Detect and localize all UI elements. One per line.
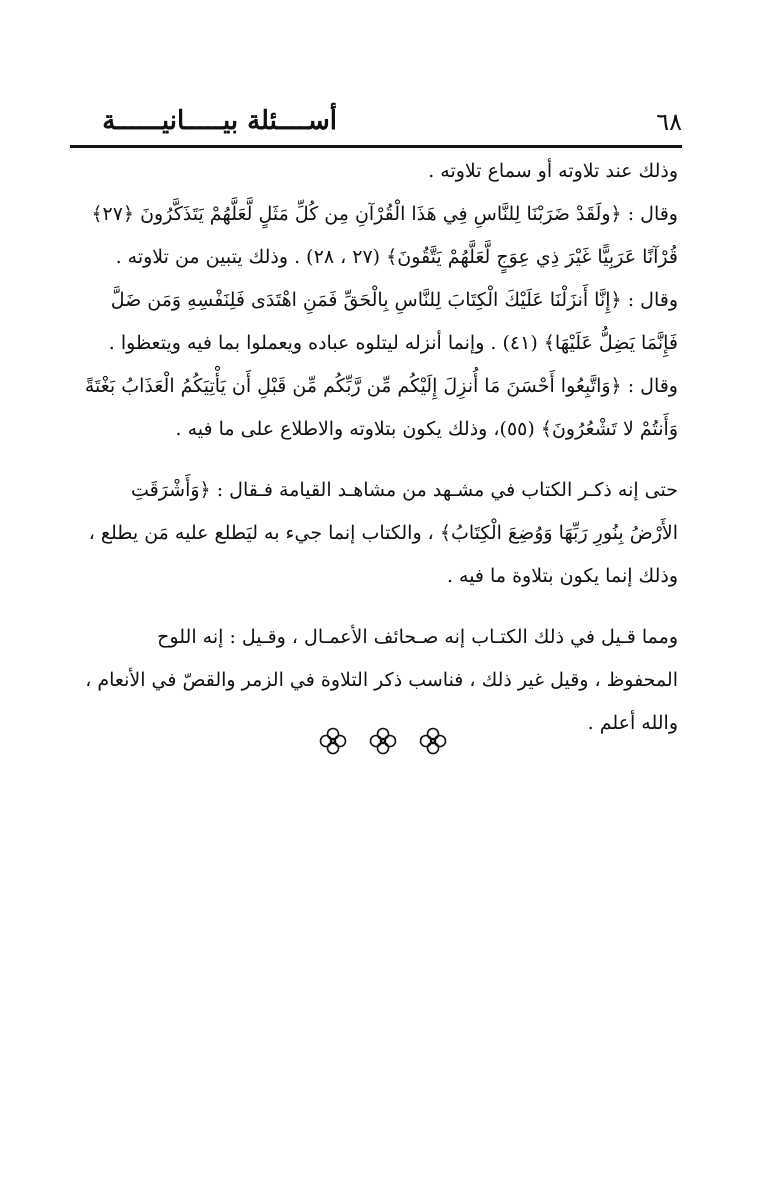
page-header: [70, 100, 682, 140]
body-text: [72, 150, 678, 745]
text-line: فَإِنَّمَا يَضِلُّ عَلَيْهَا﴾ (٤١) . وإنما أنزله ليتلوه عباده ويعملوا بما فيه ويتعظوا .: [108, 332, 678, 354]
flower-ornament-icon: [368, 726, 398, 756]
paragraph-gap: [72, 451, 678, 469]
text-line: حتى إنه ذكـر الكتاب في مشـهد من مشاهـد القيامة فـقال : ﴿وَأَشْرَقَتِ: [130, 479, 678, 501]
header-divider: [70, 145, 682, 148]
text-line: وقال : ﴿ولَقَدْ ضَرَبْنَا لِلنَّاسِ فِي هَذَا الْقُرْآنِ مِن كُلِّ مَثَلٍ لَّعَلَّهُمْ يَتَذَكَّرُونَ ﴿٢٧﴾: [91, 203, 678, 225]
text-line: الأَرْضُ بِنُورِ رَبِّهَا وَوُضِعَ الْكِتَابُ﴾ ، والكتاب إنما جيء به ليَطلع عليه مَن يطلع ،: [88, 522, 678, 544]
flower-ornament-icon: [318, 726, 348, 756]
text-line: وَأَنتُمْ لا تَشْعُرُونَ﴾ (٥٥)، وذلك يكون بتلاوته والاطلاع على ما فيه .: [175, 418, 678, 440]
text-line: وقال : ﴿إِنَّا أَنزَلْنَا عَلَيْكَ الْكِتَابَ لِلنَّاسِ بِالْحَقِّ فَمَنِ اهْتَدَى فَلِنَفْسِهِ وَمَن ضَلَّ: [110, 289, 678, 311]
flower-ornament-icon: [418, 726, 448, 756]
text-line: وقال : ﴿وَاتَّبِعُوا أَحْسَنَ مَا أُنزِلَ إِلَيْكُم مِّن رَّبِّكُم مِّن قَبْلِ أَن يَأْتِيَكُمُ الْعَذَابُ بَغْتَةً: [84, 375, 678, 397]
text-line: وذلك عند تلاوته أو سماع تلاوته .: [428, 160, 678, 182]
text-line: وذلك إنما يكون بتلاوة ما فيه .: [446, 565, 678, 587]
page-number: ٦٨: [656, 108, 682, 136]
text-line: ومما قـيل في ذلك الكتـاب إنه صـحائف الأعمـال ، وقـيل : إنه اللوح: [157, 626, 678, 648]
section-end-ornaments: [318, 724, 448, 758]
text-line: قُرْآنًا عَرَبِيًّا غَيْرَ ذِي عِوَجٍ لَّعَلَّهُمْ يَتَّقُونَ﴾ (٢٧ ، ٢٨) . وذلك يتبين من تلاوته .: [115, 246, 678, 268]
running-title: أســــئلة بيـــــانيــــــة: [102, 106, 337, 136]
text-line: والله أعلم .: [587, 712, 678, 734]
paragraph-gap: [72, 598, 678, 616]
text-line: المحفوظ ، وقيل غير ذلك ، فناسب ذكر التلاوة في الزمر والقصّ في الأنعام ،: [85, 669, 678, 691]
